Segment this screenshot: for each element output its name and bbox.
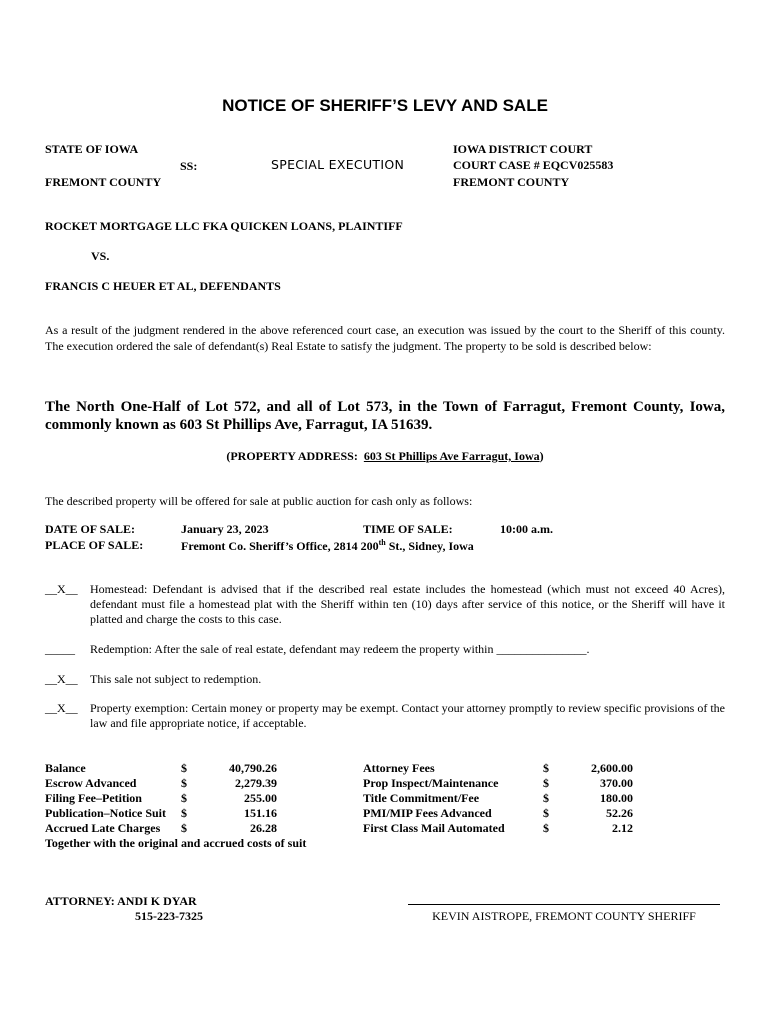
date-of-sale: January 23, 2023 — [181, 522, 269, 536]
intro-paragraph: As a result of the judgment rendered in the above referenced court case, an execution was issued by the court to the Sheriff of this county. The execution ordered the sale of defendant(s) Real Estate to satisfy the judgment. The property to be sold is described below: — [45, 323, 725, 353]
fee-amount: 370.00 — [600, 776, 633, 790]
fee-amount: 52.26 — [606, 806, 633, 820]
fee-amount: 2,279.39 — [235, 776, 277, 790]
fee-label: Filing Fee–Petition — [45, 791, 142, 805]
table-row — [45, 791, 277, 806]
fee-label: Prop Inspect/Maintenance — [363, 776, 499, 790]
place-of-sale-text-end: St., Sidney, Iowa — [385, 539, 474, 553]
time-of-sale-label: TIME OF SALE: — [363, 522, 453, 536]
plaintiff: ROCKET MORTGAGE LLC FKA QUICKEN LOANS, PLAINTIFF — [45, 219, 403, 233]
fee-label: Accrued Late Charges — [45, 821, 161, 835]
fee-amount: 2.12 — [612, 821, 633, 835]
court-case-number: COURT CASE # EQCV025583 — [453, 158, 614, 172]
defendants: FRANCIS C HEUER ET AL, DEFENDANTS — [45, 279, 281, 293]
date-of-sale-label: DATE OF SALE: — [45, 522, 136, 536]
place-of-sale-text: Fremont Co. Sheriff’s Office, 2814 200 — [181, 539, 379, 553]
fee-currency: $ — [543, 761, 549, 775]
fee-amount: 40,790.26 — [229, 761, 277, 775]
exemption-text: Property exemption: Certain money or property may be exempt. Contact your attorney promptly to review specific provisions of the law and file appropriate notice, if acceptable. — [90, 701, 725, 730]
court-name: IOWA DISTRICT COURT — [453, 142, 593, 156]
fee-currency: $ — [543, 821, 549, 835]
versus: VS. — [91, 249, 110, 263]
no-redemption-mark: __X__ — [45, 672, 78, 686]
fee-label: Escrow Advanced — [45, 776, 137, 790]
fee-currency: $ — [181, 776, 187, 790]
court-county: FREMONT COUNTY — [453, 175, 570, 189]
redemption-text: Redemption: After the sale of real estate, defendant may redeem the property within _______________. — [90, 642, 590, 656]
fee-amount: 26.28 — [250, 821, 277, 835]
fee-currency: $ — [181, 806, 187, 820]
sheriff-name: KEVIN AISTROPE, FREMONT COUNTY SHERIFF — [432, 909, 696, 923]
ss-label: SS: — [180, 159, 198, 173]
property-address: 603 St Phillips Ave Farragut, Iowa — [363, 449, 540, 463]
fees-table-left — [45, 761, 277, 836]
table-row — [45, 776, 277, 791]
fee-currency: $ — [181, 791, 187, 805]
execution-type: SPECIAL EXECUTION — [271, 157, 405, 172]
table-row — [45, 761, 277, 776]
table-row — [45, 806, 277, 821]
fee-currency: $ — [543, 776, 549, 790]
property-address-prefix: (PROPERTY ADDRESS: — [226, 449, 358, 463]
fees-footer: Together with the original and accrued costs of suit — [45, 836, 307, 850]
place-of-sale-label: PLACE OF SALE: — [45, 538, 144, 552]
county-label: FREMONT COUNTY — [45, 175, 162, 189]
fee-amount: 2,600.00 — [591, 761, 633, 775]
redemption-mark: _____ — [45, 642, 75, 656]
homestead-text: Homestead: Defendant is advised that if the described real estate includes the homestead (which must not exceed 40 Acres), defendant must file a homestead plat with the Sheriff within ten (10) days after service of this notice, or the Sheriff will have it platted and charge the costs to this case. — [90, 582, 725, 626]
fee-currency: $ — [181, 821, 187, 835]
fee-currency: $ — [181, 761, 187, 775]
exemption-mark: __X__ — [45, 701, 78, 715]
legal-description: The North One-Half of Lot 572, and all of Lot 573, in the Town of Farragut, Fremont County, Iowa, commonly known as 603 St Phillips Ave, Farragut, IA 51639. — [45, 399, 725, 433]
table-row — [363, 791, 633, 806]
table-row — [363, 821, 633, 836]
attorney-name: ATTORNEY: ANDI K DYAR — [45, 894, 197, 908]
property-address-line — [0, 449, 770, 464]
fee-amount: 180.00 — [600, 791, 633, 805]
fee-label: First Class Mail Automated — [363, 821, 505, 835]
fee-label: Title Commitment/Fee — [363, 791, 480, 805]
no-redemption-text: This sale not subject to redemption. — [90, 672, 262, 686]
attorney-phone: 515-223-7325 — [135, 909, 203, 923]
fees-table-right — [363, 761, 633, 836]
table-row — [363, 776, 633, 791]
time-of-sale: 10:00 a.m. — [500, 522, 553, 536]
auction-text: The described property will be offered for sale at public auction for cash only as follows: — [45, 494, 473, 508]
place-of-sale — [181, 538, 474, 554]
property-address-suffix: ) — [539, 449, 544, 463]
fee-label: PMI/MIP Fees Advanced — [363, 806, 492, 820]
signature-line — [408, 904, 720, 905]
fee-label: Attorney Fees — [363, 761, 435, 775]
document-title: NOTICE OF SHERIFF’S LEVY AND SALE — [222, 96, 548, 115]
table-row — [363, 761, 633, 776]
fee-amount: 151.16 — [244, 806, 277, 820]
state-label: STATE OF IOWA — [45, 142, 139, 156]
fee-currency: $ — [543, 806, 549, 820]
fee-label: Balance — [45, 761, 86, 775]
fee-label: Publication–Notice Suit — [45, 806, 167, 820]
place-of-sale-sup: th — [378, 538, 386, 547]
homestead-mark: __X__ — [45, 582, 78, 596]
fee-currency: $ — [543, 791, 549, 805]
table-row — [363, 806, 633, 821]
table-row — [45, 821, 277, 836]
fee-amount: 255.00 — [244, 791, 277, 805]
